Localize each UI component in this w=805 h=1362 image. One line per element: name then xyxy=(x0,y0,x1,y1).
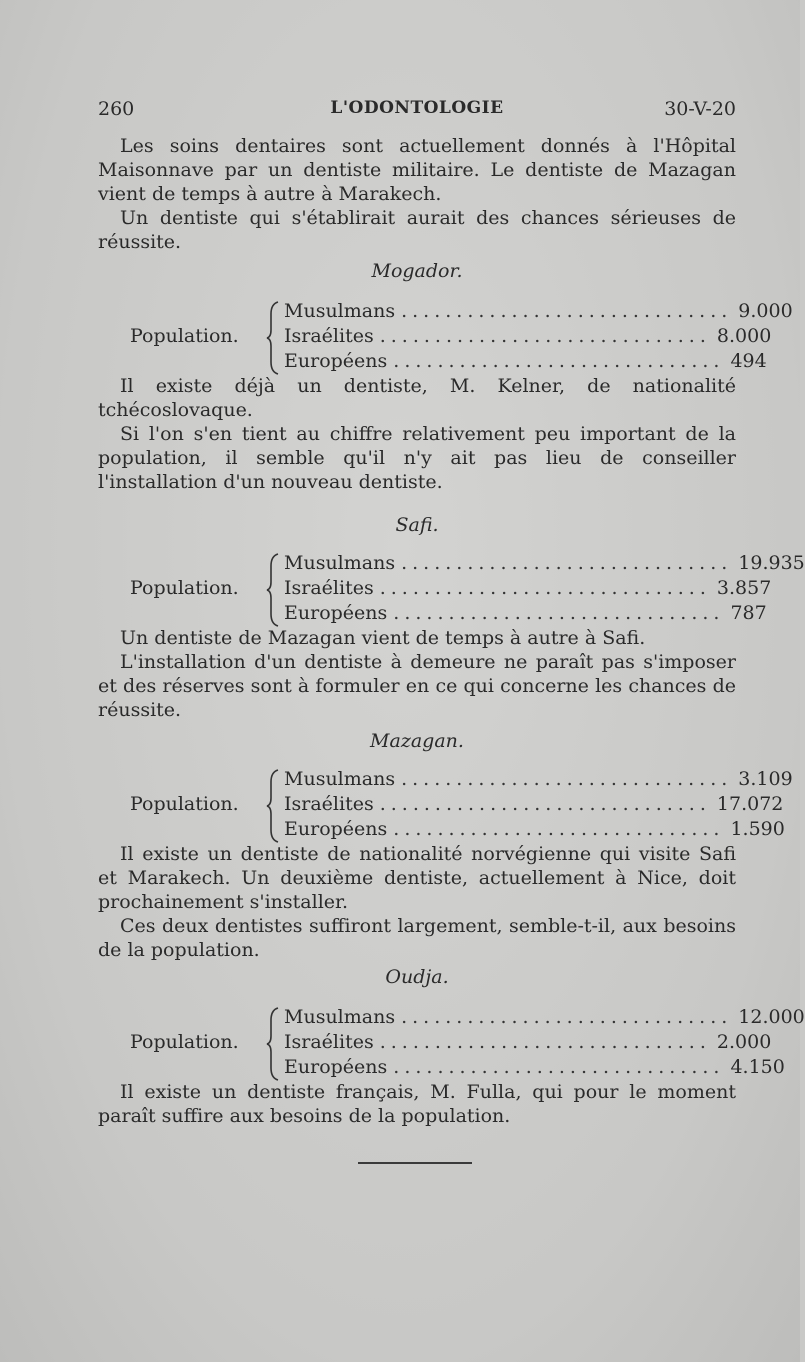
running-header xyxy=(98,98,736,124)
paragraph: L'installation d'un dentiste à demeure ne paraît pas s'imposer et des réserves sont à formuler en ce qui concerne les chances de réussite. xyxy=(98,651,736,721)
population-row: Israélites .............................. 3.857 xyxy=(284,577,772,599)
population-table-mogador xyxy=(98,298,793,378)
population-row: Israélites .............................. 17.072 xyxy=(284,793,784,815)
population-row: Européens .............................. 1.590 xyxy=(284,818,785,840)
paragraph: Il existe déjà un dentiste, M. Kelner, de nationalité tchécoslovaque. xyxy=(98,375,736,421)
paragraph: Un dentiste qui s'établirait aurait des chances sérieuses de réussite. xyxy=(98,207,736,253)
population-label: Population. xyxy=(130,1031,239,1053)
population-row: Européens .............................. 4.150 xyxy=(284,1056,785,1078)
page-number: 260 xyxy=(98,98,135,120)
section-heading-mogador: Mogador. xyxy=(371,260,463,282)
section-text-mazagan xyxy=(98,842,736,962)
population-row: Musulmans .............................. 19.935 xyxy=(284,552,805,574)
population-row: Musulmans .............................. 3.109 xyxy=(284,768,793,790)
population-row: Musulmans .............................. 9.000 xyxy=(284,300,793,322)
brace-icon xyxy=(266,300,280,376)
brace-icon xyxy=(266,552,280,628)
section-text-safi xyxy=(98,626,736,722)
brace-icon xyxy=(266,768,280,844)
paragraph: Il existe un dentiste de nationalité norvégienne qui visite Safi et Marakech. Un deuxième dentiste, actuellement à Nice, doit prochainement s'installer. xyxy=(98,843,736,913)
population-row: Musulmans .............................. 12.000 xyxy=(284,1006,805,1028)
paragraph: Ces deux dentistes suffiront largement, semble-t-il, aux besoins de la population. xyxy=(98,915,736,961)
section-text-oudja xyxy=(98,1080,736,1128)
paragraph: Les soins dentaires sont actuellement donnés à l'Hôpital Maisonnave par un dentiste militaire. Le dentiste de Mazagan vient de temps à autre à Marakech. xyxy=(98,135,736,205)
section-heading-mazagan: Mazagan. xyxy=(370,730,464,752)
journal-title: L'ODONTOLOGIE xyxy=(330,98,504,118)
population-label: Population. xyxy=(130,577,239,599)
population-row: Israélites .............................. 2.000 xyxy=(284,1031,772,1053)
population-table-mazagan xyxy=(98,766,793,846)
section-text-mogador xyxy=(98,374,736,494)
population-row: Israélites .............................. 8.000 xyxy=(284,325,772,347)
issue-date: 30-V-20 xyxy=(664,98,736,120)
paragraph: Un dentiste de Mazagan vient de temps à autre à Safi. xyxy=(120,627,646,649)
paragraph: Si l'on s'en tient au chiffre relativement peu important de la population, il semble qu'il n'y ait pas lieu de conseiller l'installation d'un nouveau dentiste. xyxy=(98,423,736,493)
population-label: Population. xyxy=(130,325,239,347)
population-table-safi xyxy=(98,550,805,630)
brace-icon xyxy=(266,1006,280,1082)
intro-text xyxy=(98,134,736,254)
paragraph: Il existe un dentiste français, M. Fulla, qui pour le moment paraît suffire aux besoins de la population. xyxy=(98,1081,736,1127)
section-heading-safi: Safi. xyxy=(395,514,439,536)
population-table-oudja xyxy=(98,1004,805,1084)
population-row: Européens .............................. 494 xyxy=(284,350,767,372)
population-label: Population. xyxy=(130,793,239,815)
section-divider-rule xyxy=(358,1162,472,1164)
section-heading-oudja: Oudja. xyxy=(385,966,449,988)
population-row: Européens .............................. 787 xyxy=(284,602,767,624)
